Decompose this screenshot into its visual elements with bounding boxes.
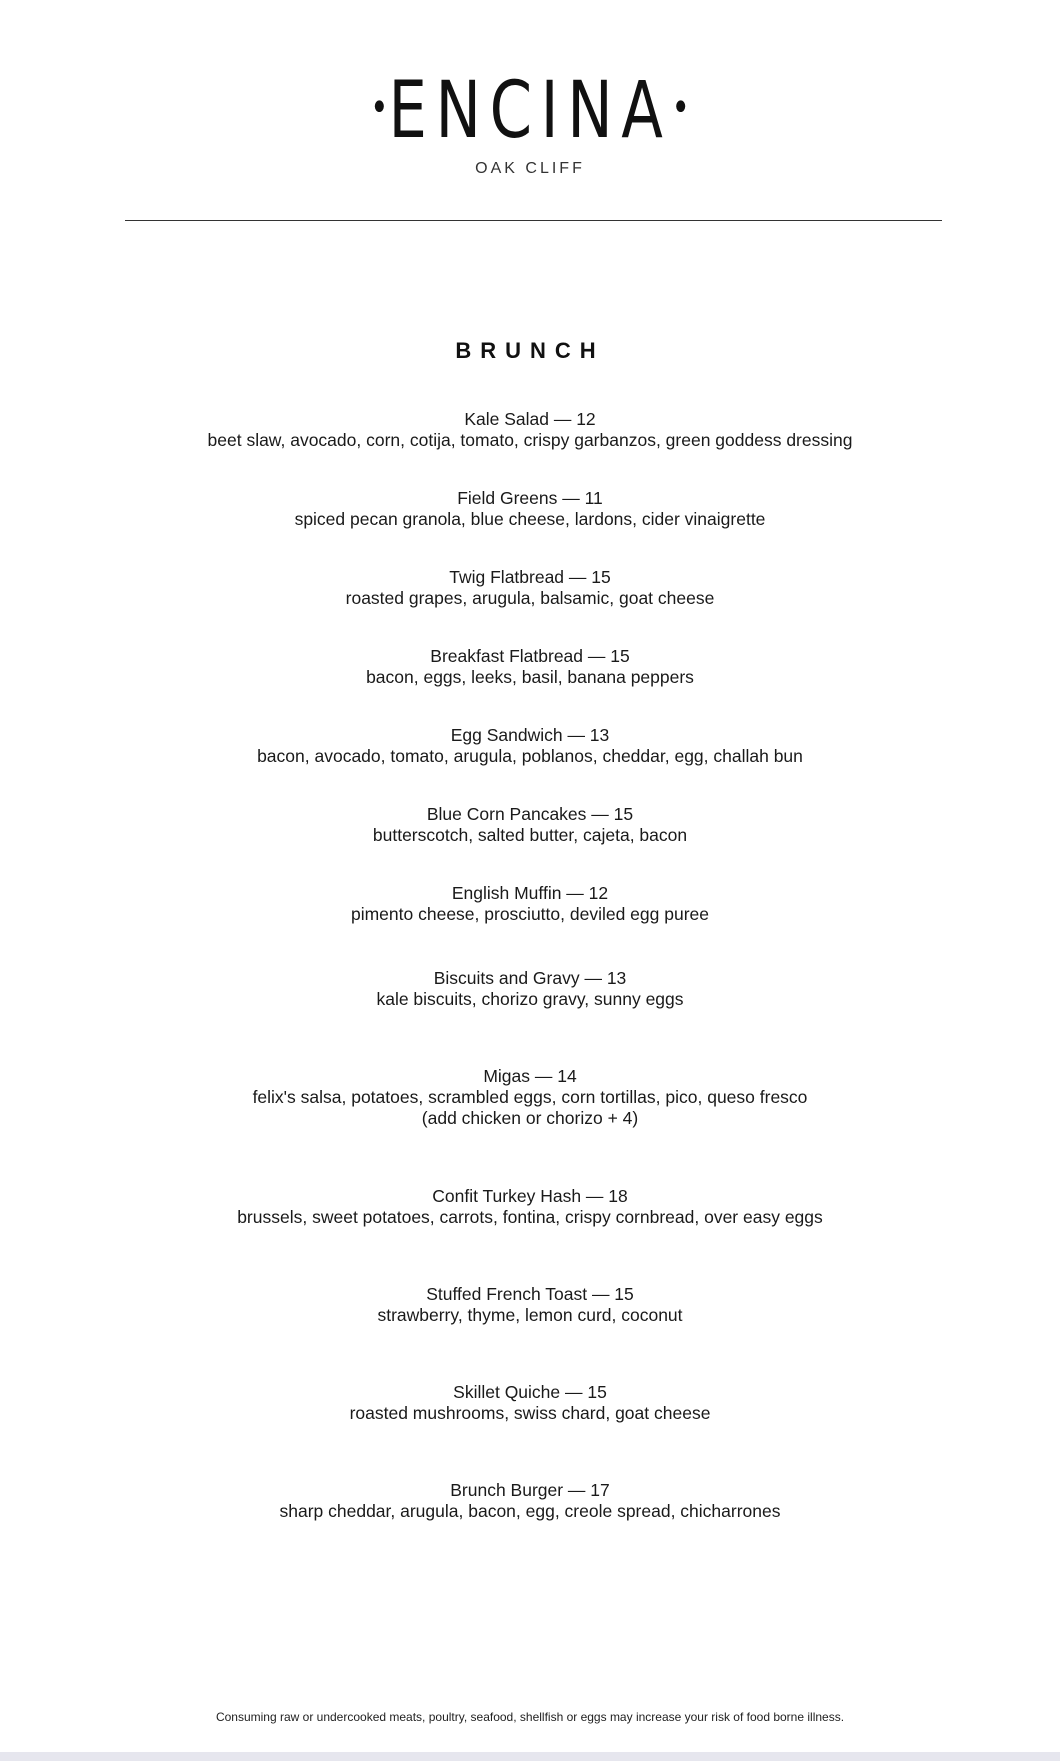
- header-divider: [125, 220, 942, 221]
- menu-item-title: Confit Turkey Hash — 18: [432, 1186, 628, 1206]
- logo-dot-right: •: [671, 84, 690, 131]
- menu-item: [0, 646, 1060, 688]
- menu-item-title: Field Greens — 11: [457, 488, 603, 508]
- menu-item: [0, 1186, 1060, 1228]
- menu-item-description: bacon, avocado, tomato, arugula, poblanos, cheddar, egg, challah bun: [257, 746, 803, 766]
- menu-item-description: roasted mushrooms, swiss chard, goat cheese: [349, 1403, 711, 1423]
- brand-location: OAK CLIFF: [475, 160, 585, 177]
- menu-item: [0, 1382, 1060, 1424]
- menu-item-description: beet slaw, avocado, corn, cotija, tomato, crispy garbanzos, green goddess dressing: [207, 430, 853, 450]
- menu-item-description: roasted grapes, arugula, balsamic, goat cheese: [345, 588, 715, 608]
- menu-item: [0, 883, 1060, 925]
- menu-item-title: Blue Corn Pancakes — 15: [426, 804, 634, 824]
- menu-item-title: Twig Flatbread — 15: [449, 567, 611, 587]
- menu-item: [0, 804, 1060, 846]
- menu-item-title: Egg Sandwich — 13: [450, 725, 610, 745]
- menu-item: [0, 567, 1060, 609]
- menu-item-description: butterscotch, salted butter, cajeta, bacon: [372, 825, 688, 845]
- menu-item-title: Breakfast Flatbread — 15: [430, 646, 630, 666]
- menu-item: [0, 409, 1060, 451]
- menu-item-title: Brunch Burger — 17: [450, 1480, 610, 1500]
- logo-dot-left: •: [370, 84, 389, 131]
- menu-item-description: pimento cheese, prosciutto, deviled egg puree: [350, 904, 709, 924]
- menu-item-description: brussels, sweet potatoes, carrots, fontina, crispy cornbread, over easy eggs: [237, 1207, 823, 1227]
- menu-item-title: Skillet Quiche — 15: [453, 1382, 607, 1402]
- menu-item-description: felix's salsa, potatoes, scrambled eggs, corn tortillas, pico, queso fresco: [252, 1087, 808, 1107]
- brand-name: ENCINA: [388, 66, 672, 156]
- menu-item-description: kale biscuits, chorizo gravy, sunny eggs: [376, 989, 684, 1009]
- menu-item-title: Biscuits and Gravy — 13: [433, 968, 627, 988]
- menu-item-description: spiced pecan granola, blue cheese, lardons, cider vinaigrette: [294, 509, 766, 529]
- menu-item-description: strawberry, thyme, lemon curd, coconut: [377, 1305, 683, 1325]
- menu-item-title: English Muffin — 12: [451, 883, 609, 903]
- menu-item-description: sharp cheddar, arugula, bacon, egg, creole spread, chicharrones: [279, 1501, 781, 1521]
- menu-item: [0, 1284, 1060, 1326]
- page-bottom-edge: [0, 1752, 1060, 1761]
- menu-item: [0, 488, 1060, 530]
- menu-item-title: Kale Salad — 12: [464, 409, 596, 429]
- section-title: BRUNCH: [455, 338, 605, 363]
- menu-item-title: Migas — 14: [483, 1066, 577, 1086]
- menu-item: [0, 968, 1060, 1010]
- food-safety-disclaimer: Consuming raw or undercooked meats, poultry, seafood, shellfish or eggs may increase your risk of food borne illness.: [215, 1710, 845, 1724]
- menu-item: [0, 725, 1060, 767]
- menu-item-description: bacon, eggs, leeks, basil, banana peppers: [366, 667, 694, 687]
- menu-item-note: (add chicken or chorizo + 4): [421, 1108, 639, 1128]
- menu-item: [0, 1480, 1060, 1522]
- brand-logo: [117, 66, 944, 156]
- menu-item: [0, 1066, 1060, 1129]
- menu-item-title: Stuffed French Toast — 15: [426, 1284, 634, 1304]
